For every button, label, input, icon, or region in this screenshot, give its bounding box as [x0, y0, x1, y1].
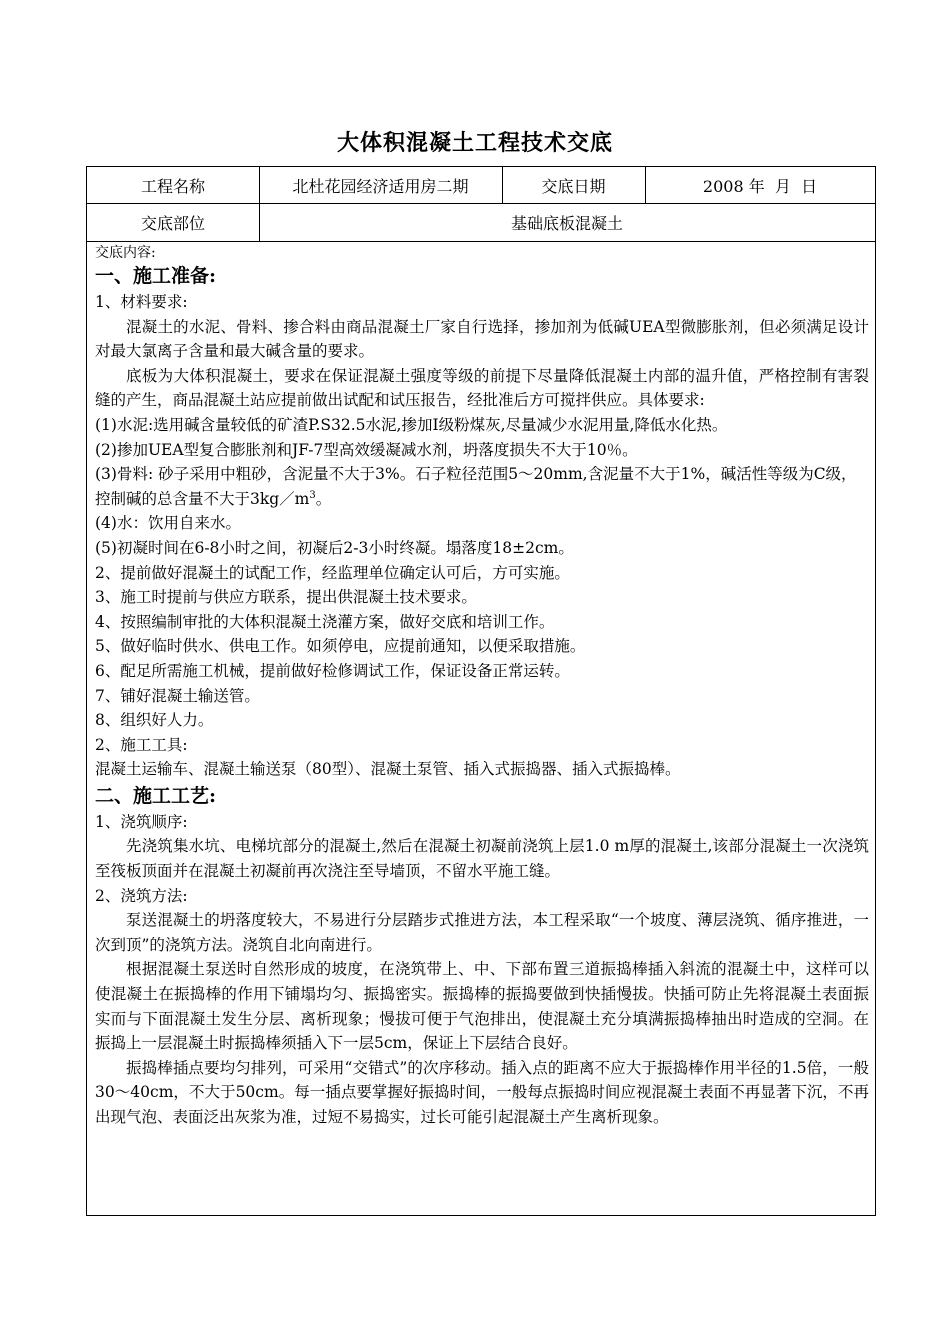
section-1-heading: 一、施工准备:	[95, 265, 217, 287]
row-divider	[87, 241, 875, 242]
tools-heading: 2、施工工具:	[95, 735, 188, 754]
list-item: 4、按照编制审批的大体积混凝土浇灌方案，做好交底和培训工作。	[95, 612, 555, 631]
pouring-sequence-heading: 1、浇筑顺序:	[95, 812, 188, 831]
list-item: 8、组织好人力。	[95, 711, 214, 730]
material-requirements-heading: 1、材料要求:	[95, 293, 188, 311]
list-item: 2、提前做好混凝土的试配工作，经监理单位确定认可后，方可实施。	[95, 563, 570, 582]
tools-list: 混凝土运输车、混凝土输送泵（80型）、混凝土泵管、插入式振捣器、插入式振捣棒。	[95, 760, 681, 779]
requirement-item: (1)水泥:选用碱含量较低的矿渣P.S32.5水泥,掺加Ⅰ级粉煤灰,尽量减少水泥用量,降低水化热。	[95, 415, 728, 434]
paragraph: 底板为大体积混凝土，要求在保证混凝土强度等级的前提下尽量降低混凝土内部的温升值，严格控制有害裂缝的产生，商品混凝土站应提前做出试配和试压报告，经批准后方可搅拌供应。具体要求:	[95, 366, 869, 410]
paragraph: 先浇筑集水坑、电梯坑部分的混凝土,然后在混凝土初凝前浇筑上层1.0 m厚的混凝土,该部分混凝土一次浇筑至筏板顶面并在混凝土初凝前再次浇注至导墙顶，不留水平施工缝。	[95, 837, 869, 881]
paragraph: 振捣棒插点要均匀排列，可采用“交错式”的次序移动。插入点的距离不应大于振捣棒作用半径的1.5倍，一般30～40cm，不大于50cm。每一插点要掌握好振捣时间，一般每点振捣时间应视混凝土表面不再显著下沉，不再出现气泡、表面泛出灰浆为准，过短不易捣实，过长可能引起混凝土产生离析现象。	[95, 1058, 869, 1126]
list-item: 7、铺好混凝土输送管。	[95, 686, 260, 705]
superscript: 3	[309, 489, 316, 501]
content-label: 交底内容:	[95, 245, 156, 261]
disclosure-date-label: 交底日期	[541, 176, 606, 196]
document-title: 大体积混凝土工程技术交底	[336, 130, 613, 156]
disclosure-content	[95, 244, 869, 1130]
paragraph: 泵送混凝土的坍落度较大，不易进行分层踏步式推进方法，本工程采取“一个坡度、薄层浇筑、循序推进，一次到顶”的浇筑方法。浇筑自北向南进行。	[95, 911, 869, 954]
requirement-item	[95, 462, 869, 511]
requirement-end: 。	[315, 489, 332, 508]
disclosure-table	[86, 166, 876, 1216]
project-name-value: 北杜花园经济适用房二期	[292, 176, 469, 196]
project-name-label: 工程名称	[140, 176, 205, 196]
requirement-item: (4)水：饮用自来水。	[95, 514, 241, 533]
disclosure-date-value: 2008 年 月 日	[702, 176, 818, 196]
disclosure-part-label: 交底部位	[140, 213, 205, 233]
disclosure-part-value: 基础底板混凝土	[510, 213, 623, 233]
requirement-item: (5)初凝时间在6-8小时之间，初凝后2-3小时终凝。塌落度18±2cm。	[95, 538, 574, 557]
requirement-text: (3)骨料: 砂子采用中粗砂，含泥量不大于3%。石子粒径范围5～20mm,含泥量不大于1%，碱活性等级为C级，控制碱的总含量不大于3kg／m	[95, 465, 857, 508]
list-item: 6、配足所需施工机械，提前做好检修调试工作，保证设备正常运转。	[95, 661, 570, 680]
paragraph: 混凝土的水泥、骨料、掺合料由商品混凝土厂家自行选择，掺加剂为低碱UEA型微膨胀剂，但必须满足设计对最大氯离子含量和最大碱含量的要求。	[95, 317, 869, 361]
section-2-heading: 二、施工工艺:	[95, 784, 217, 807]
requirement-item: (2)掺加UEA型复合膨胀剂和JF-7型高效缓凝减水剂，坍落度损失不大于10％。	[95, 440, 638, 459]
paragraph: 根据混凝土泵送时自然形成的坡度，在浇筑带上、中、下部布置三道振捣棒插入斜流的混凝土中，这样可以使混凝土在振捣棒的作用下铺塌均匀、振捣密实。振捣棒的振捣要做到快插慢拔。快插可防止先将混凝土表面振实而与下面混凝土发生分层、离析现象；慢拔可便于气泡排出，使混凝土充分填满振捣棒抽出时造成的空洞。在振捣上一层混凝土时振捣棒须插入下一层5cm，保证上下层结合良好。	[95, 960, 869, 1053]
pouring-method-heading: 2、浇筑方法:	[95, 886, 188, 905]
list-item: 3、施工时提前与供应方联系，提出供混凝土技术要求。	[95, 588, 477, 607]
list-item: 5、做好临时供水、供电工作。如须停电，应提前通知，以便采取措施。	[95, 637, 586, 656]
